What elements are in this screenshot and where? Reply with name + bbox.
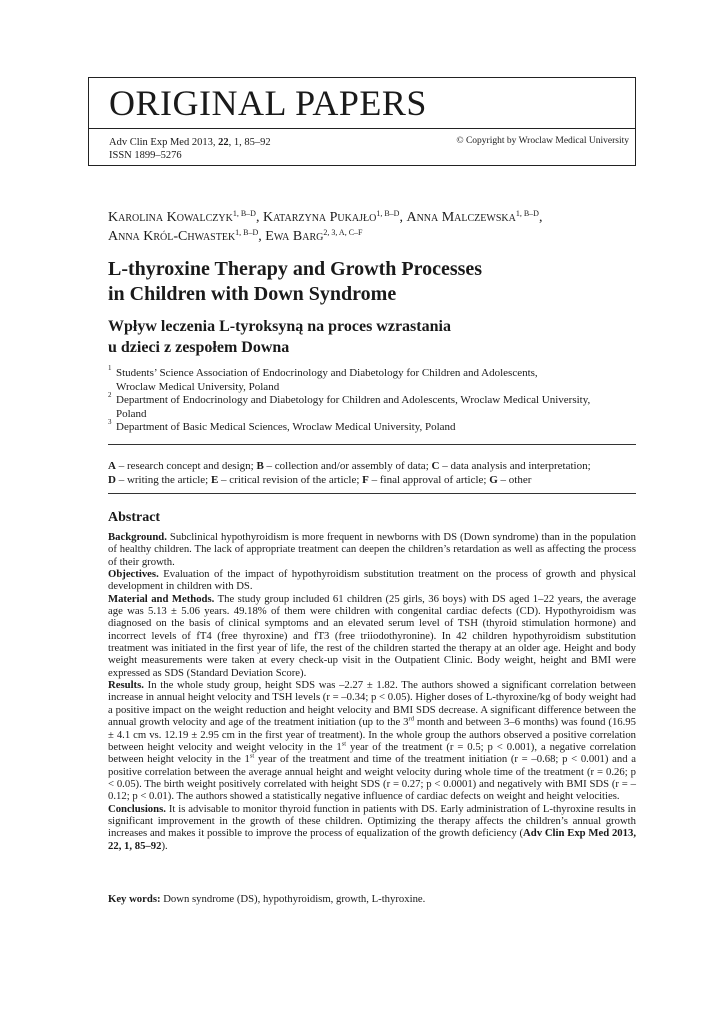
abstract-heading: Abstract bbox=[108, 510, 161, 525]
keywords: Key words: Down syndrome (DS), hypothyroidism, growth, L-thyroxine. bbox=[108, 893, 426, 905]
abstract-body bbox=[108, 531, 636, 852]
author: Katarzyna Pukajło$^{1, B-D}$ bbox=[262, 209, 400, 225]
copyright: © Copyright by Wroclaw Medical University bbox=[456, 136, 629, 146]
affiliations bbox=[108, 364, 638, 435]
article-title-pl: Wpływ leczenia L-tyroksyną na proces wzrastania u dzieci z zespołem Downa bbox=[108, 318, 451, 356]
divider-bottom bbox=[108, 493, 636, 494]
author: Ewa Barg$^{2, 3, A, C-F}$ bbox=[265, 228, 363, 244]
author-contributions: A – research concept and design; B – collection and/or assembly of data; C – data analysis and interpretation; D – writing the article; E – critical revision of the article; F – final approval of article; G – other bbox=[108, 460, 591, 486]
journal-meta-box bbox=[88, 129, 636, 166]
abstract-objectives: Objectives. Evaluation of the impact of hypothyroidism substitution treatment on the process of growth and physical development in children with DS. bbox=[108, 568, 636, 593]
section-header-box bbox=[88, 77, 636, 129]
affiliation: 3 Department of Basic Medical Sciences, Wroclaw Medical University, Poland bbox=[108, 418, 456, 433]
author: Anna Król-Chwastek$^{1, B-D}$ bbox=[108, 228, 259, 244]
section-title: ORIGINAL PAPERS bbox=[109, 83, 427, 123]
author: Karolina Kowalczyk$^{1, B-D}$ bbox=[108, 209, 256, 225]
issn: ISSN 1899–5276 bbox=[109, 150, 182, 161]
affiliation: 2 Department of Endocrinology and Diabetology for Children and Adolescents, Wroclaw Medical University, Poland bbox=[108, 391, 591, 420]
author: Anna Malczewska$^{1, B-D}$ bbox=[406, 209, 539, 225]
affiliation: 1 Students’ Science Association of Endocrinology and Diabetology for Children and Adolescents, Wroclaw Medical University, Poland bbox=[108, 364, 538, 393]
abstract-conclusions: Conclusions. It is advisable to monitor thyroid function in patients with DS. Early administration of L-thyroxine results in significant improvement in the growth of these children. Optimizing the therapy affects the children’s annual growth increases and makes it possible to improve the process of equalization of the growth deficiency (Adv Clin Exp Med 2013, 22, 1, 85–92). bbox=[108, 802, 636, 852]
abstract-background: Background. Subclinical hypothyroidism is more frequent in newborns with DS (Down syndrome) than in the population of healthy children. The lack of appropriate treatment can deepen the children’s retardation as well as affecting the process of their growth. bbox=[108, 531, 636, 568]
author-list: Karolina Kowalczyk$^{1, B-D}$, Katarzyna Pukajło$^{1, B-D}$, Anna Malczewska$^{1, B-D}$, Anna Król-Chwastek$^{1, B-D}$, Ewa Barg$^{2, 3, A, C-F}$ bbox=[108, 209, 543, 244]
abstract-methods: Material and Methods. The study group included 61 children (25 girls, 36 boys) with DS aged 1–22 years, the average age was 5.13 ± 5.06 years. 49.18% of them were children with congenital cardiac defects (CD). Hypothyroidism was diagnosed on the basis of clinical symptoms and an elevated serum level of TSH (thyroid stimulation hormone) and incorrect levels of fT4 (free thyroxine) and fT3 (free triiodothyronine). In 42 children hypothyroidism substitution treatment was initiated in the first year of life, the rest of the children started the therapy at an older age. Height and body weight measurements were taken at every check-up visit in the Outpatient Clinic. Body weight, height and BMI were expressed as SDS (Standard Deviation Score). bbox=[108, 592, 636, 679]
journal-citation: Adv Clin Exp Med 2013, 22, 1, 85–92 ISSN 1899–5276 bbox=[109, 137, 271, 161]
divider-top bbox=[108, 444, 636, 445]
abstract-results: Results. In the whole study group, height SDS was –2.27 ± 1.82. The authors showed a significant correlation between increase in annual height velocity and TSH levels (r = –0.34; p < 0.05). Higher doses of L-thyroxine/kg of body weight had a positive impact on the weight reduction and height velocity and BMI SDS decrease. A significant difference between the annual growth velocity and age of the treatment initiation (up to the 3rd month and between 3–6 months) was found (16.95 ± 4.1 cm vs. 12.19 ± 2.95 cm in the first year of treatment). In the whole group the authors observed a positive correlation between height velocity and weight velocity in the 1st year of the treatment (r = 0.5; p < 0.001), a negative correlation between height velocity in the 1st year of the treatment and time of the treatment initiation (r = –0.68; p < 0.001) and a positive correlation between the average annual height and weight velocity during whole time of the treatment (r = 0.26; p < 0.05). The birth weight positively correlated with height SDS (r = 0.27; p < 0.0001) and negatively with BMI SDS (r = –0.12; p < 0.01). The authors showed a statistically negative influence of cardiac defects on weight and height velocities. bbox=[108, 679, 637, 803]
article-title-en: L-thyroxine Therapy and Growth Processes in Children with Down Syndrome bbox=[108, 258, 483, 305]
